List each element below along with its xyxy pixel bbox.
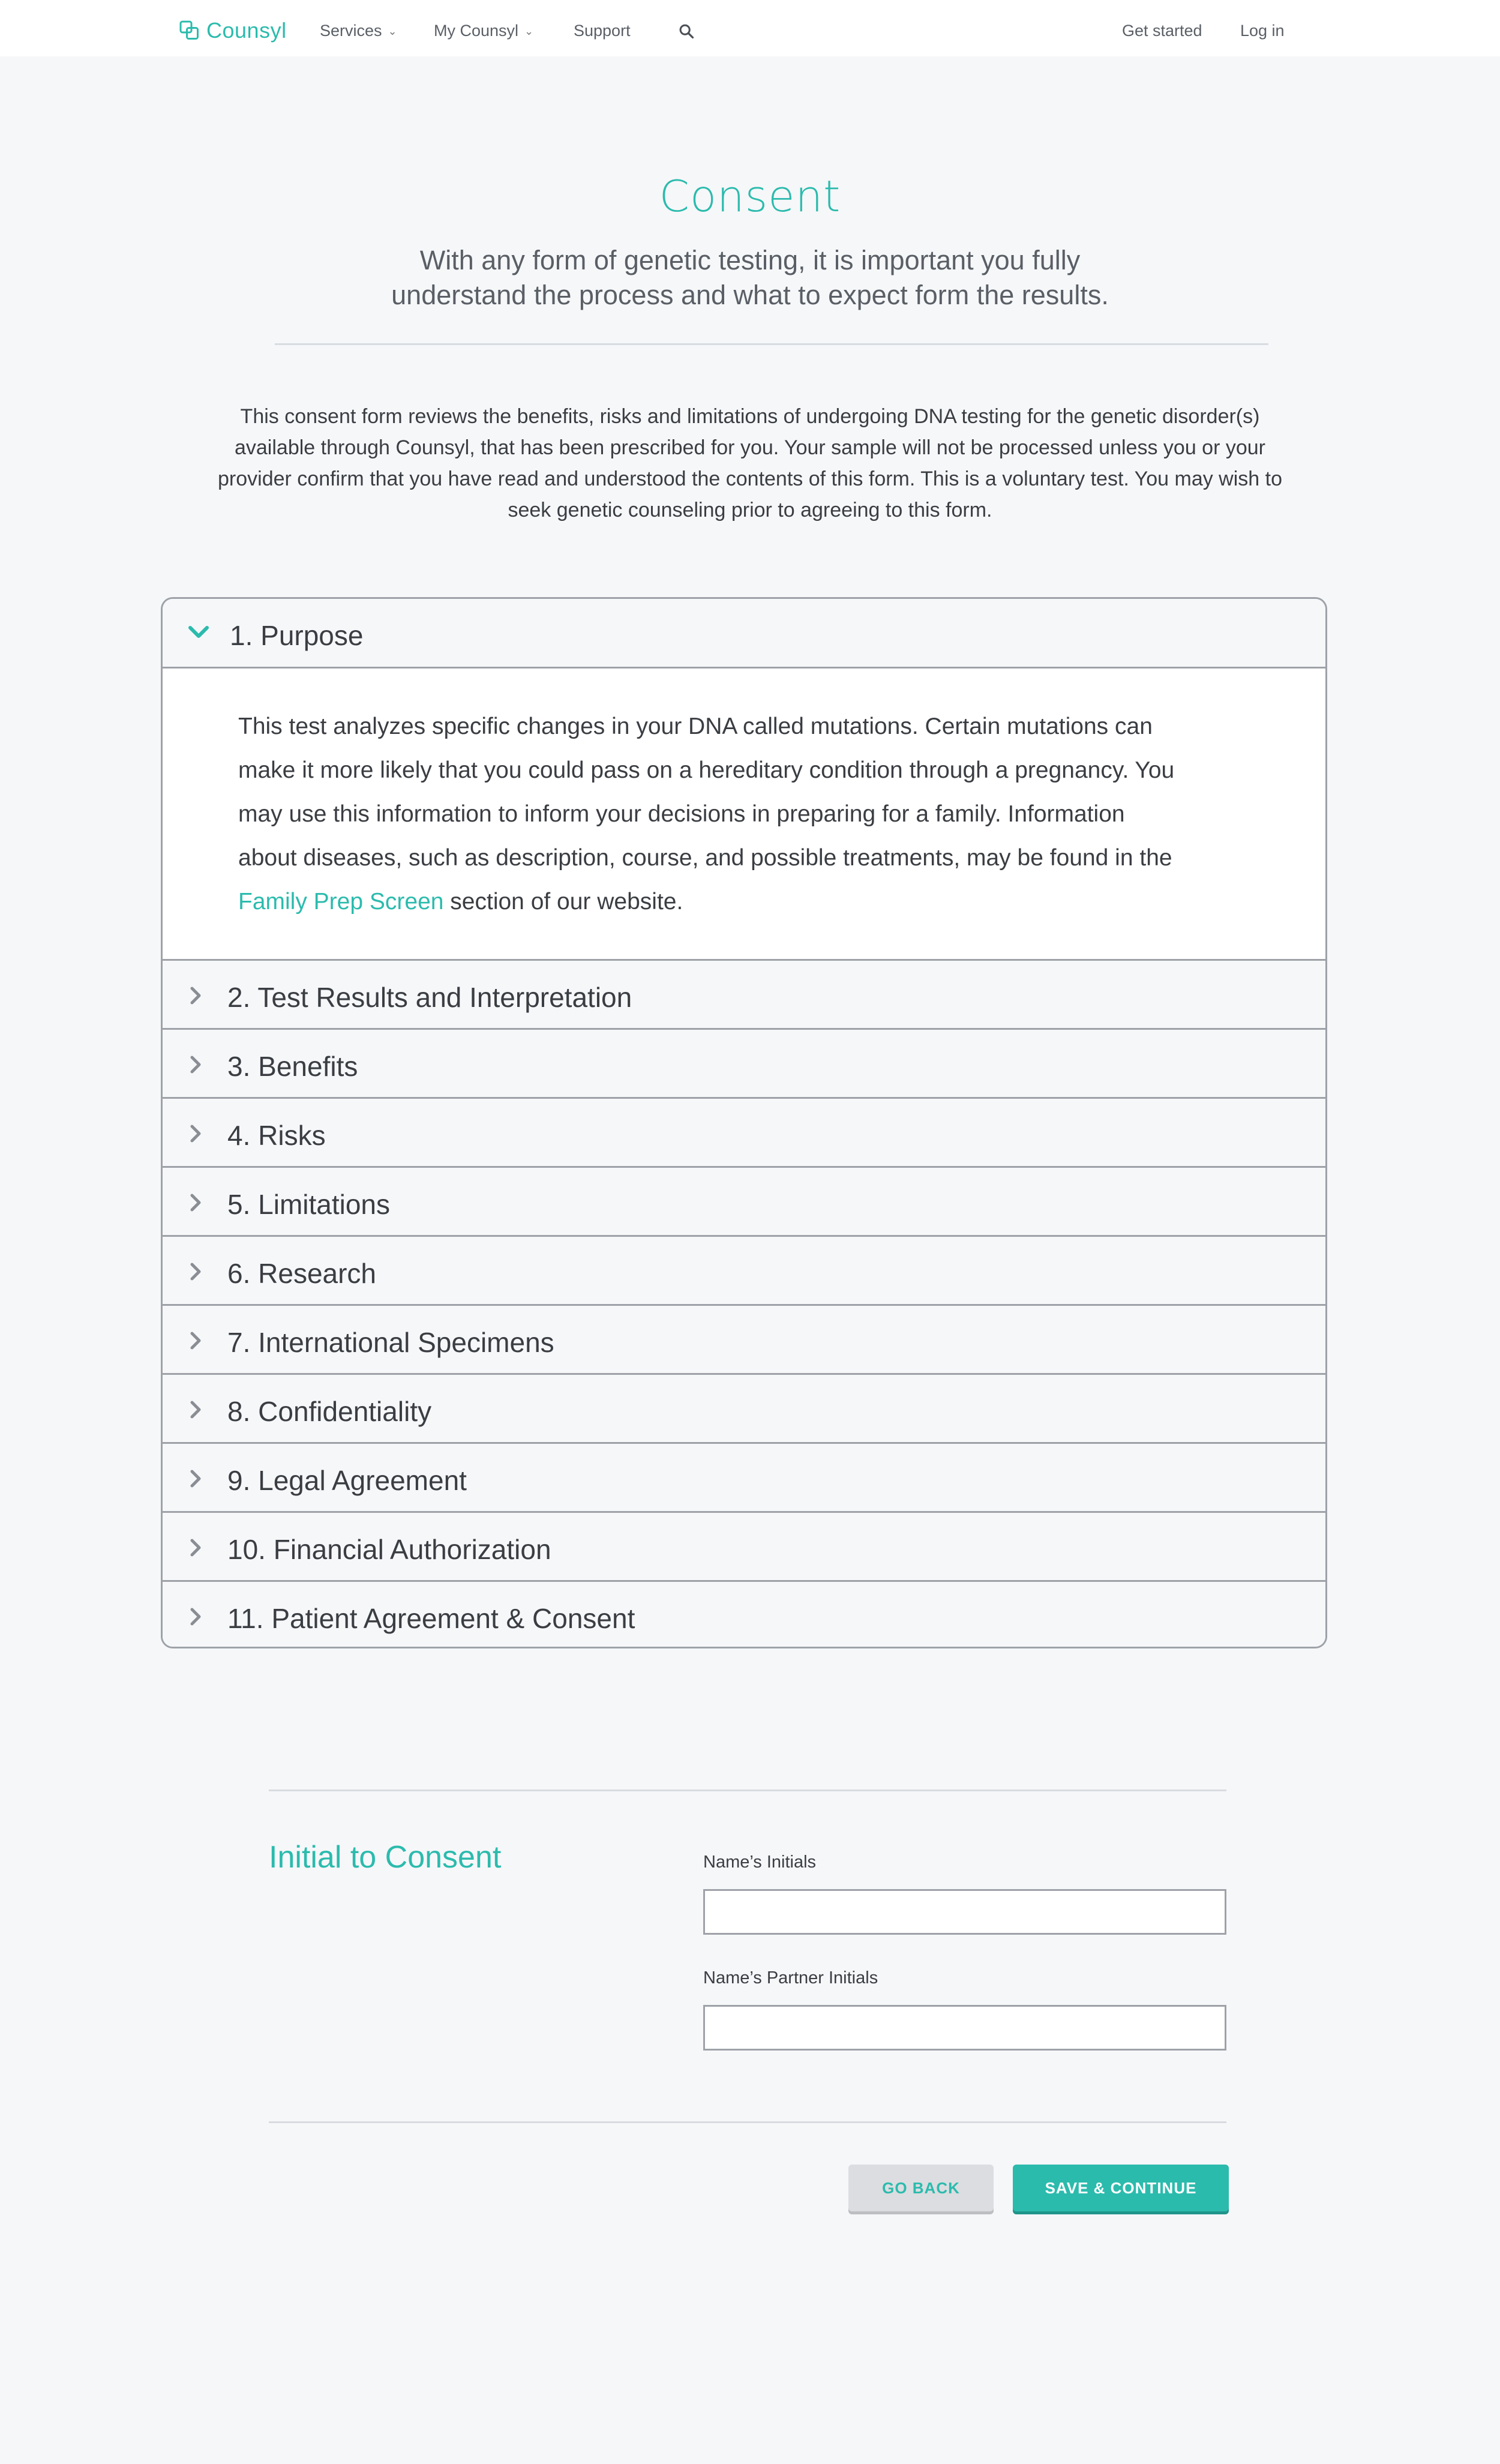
accordion-header-legal[interactable] <box>163 1442 1325 1511</box>
chevron-right-icon <box>190 1124 203 1143</box>
accordion-header-confidentiality[interactable] <box>163 1373 1325 1442</box>
accordion-label: 7. International Specimens <box>227 1327 554 1358</box>
divider <box>269 1789 1226 1791</box>
top-nav <box>0 0 1500 56</box>
logo-text: Counsyl <box>206 18 287 43</box>
family-prep-screen-link[interactable]: Family Prep Screen <box>238 889 444 915</box>
nav-support-label: Support <box>574 22 631 40</box>
chevron-right-icon <box>190 986 203 1005</box>
accordion-header-patient-agreement[interactable] <box>163 1580 1325 1648</box>
intro-line: available through Counsyl, that has been prescribed for you. Your sample will not be processed unless you or your <box>234 436 1265 459</box>
initials-section-title: Initial to Consent <box>269 1840 502 1875</box>
chevron-right-icon <box>190 1193 203 1212</box>
accordion-label: 5. Limitations <box>227 1189 391 1220</box>
page-subtitle <box>372 243 1128 313</box>
accordion-header-risks[interactable] <box>163 1097 1325 1166</box>
accordion-header-international[interactable] <box>163 1304 1325 1373</box>
body-line: This test analyzes specific changes in your DNA called mutations. Certain mutations can <box>238 714 1153 739</box>
accordion-label: 4. Risks <box>227 1120 326 1151</box>
accordion-header-purpose[interactable] <box>163 599 1325 669</box>
initials-label: Name’s Initials <box>703 1853 817 1872</box>
intro-line: provider confirm that you have read and understood the contents of this form. This is a voluntary test. You may wish to <box>218 467 1282 490</box>
log-in-link[interactable]: Log in <box>1240 22 1285 40</box>
nav-services-label: Services <box>320 22 382 40</box>
consent-accordion <box>161 597 1327 1648</box>
accordion-label: 6. Research <box>227 1258 377 1289</box>
divider <box>275 343 1268 345</box>
intro-text <box>171 401 1329 526</box>
accordion-label: 11. Patient Agreement & Consent <box>227 1603 635 1634</box>
accordion-header-financial[interactable] <box>163 1511 1325 1580</box>
chevron-down-icon: ⌄ <box>388 25 397 37</box>
intro-line: This consent form reviews the benefits, risks and limitations of undergoing DNA testing for the genetic disorder(s) <box>240 405 1260 428</box>
accordion-label: 1. Purpose <box>230 620 364 651</box>
accordion-header-benefits[interactable] <box>163 1028 1325 1097</box>
nav-my-counsyl-label: My Counsyl <box>434 22 519 40</box>
logo[interactable] <box>179 18 287 43</box>
chevron-right-icon <box>190 1538 203 1557</box>
chevron-right-icon <box>190 1262 203 1281</box>
partner-initials-input[interactable] <box>703 2005 1226 2051</box>
accordion-label: 10. Financial Authorization <box>227 1534 551 1565</box>
accordion-label: 8. Confidentiality <box>227 1396 432 1427</box>
chevron-right-icon <box>190 1400 203 1419</box>
page-title: Consent <box>659 171 841 221</box>
accordion-body-purpose <box>163 669 1325 959</box>
logo-icon <box>179 20 200 41</box>
body-line: may use this information to inform your decisions in preparing for a family. Information <box>238 801 1125 827</box>
subtitle-line: With any form of genetic testing, it is important you fully <box>419 245 1081 275</box>
body-tail: section of our website. <box>443 889 683 915</box>
body-line <box>238 880 1247 924</box>
get-started-link[interactable]: Get started <box>1122 22 1202 40</box>
nav-support[interactable] <box>574 22 631 40</box>
subtitle-line: understand the process and what to expect form the results. <box>391 280 1109 310</box>
body-line: make it more likely that you could pass on a hereditary condition through a pregnancy. You <box>238 757 1175 783</box>
chevron-right-icon <box>190 1331 203 1350</box>
divider <box>269 2121 1226 2123</box>
intro-line: seek genetic counseling prior to agreeing to this form. <box>508 499 992 521</box>
body-line: about diseases, such as description, course, and possible treatments, may be found in the <box>238 845 1172 871</box>
search-icon[interactable] <box>678 23 695 40</box>
chevron-right-icon <box>190 1055 203 1074</box>
save-continue-button[interactable]: SAVE & CONTINUE <box>1013 2165 1229 2211</box>
go-back-button[interactable]: GO BACK <box>848 2165 994 2211</box>
nav-my-counsyl[interactable] <box>434 22 533 40</box>
chevron-right-icon <box>190 1607 203 1626</box>
nav-services[interactable] <box>320 22 397 40</box>
accordion-header-test-results[interactable] <box>163 959 1325 1028</box>
chevron-right-icon <box>190 1469 203 1488</box>
accordion-header-limitations[interactable] <box>163 1166 1325 1235</box>
accordion-label: 3. Benefits <box>227 1051 358 1082</box>
initials-input[interactable] <box>703 1889 1226 1935</box>
chevron-down-icon: ⌄ <box>524 25 534 37</box>
partner-initials-label: Name’s Partner Initials <box>703 1968 878 1988</box>
accordion-label: 9. Legal Agreement <box>227 1465 467 1496</box>
accordion-header-research[interactable] <box>163 1235 1325 1304</box>
chevron-down-icon <box>187 623 211 641</box>
accordion-label: 2. Test Results and Interpretation <box>227 982 632 1013</box>
